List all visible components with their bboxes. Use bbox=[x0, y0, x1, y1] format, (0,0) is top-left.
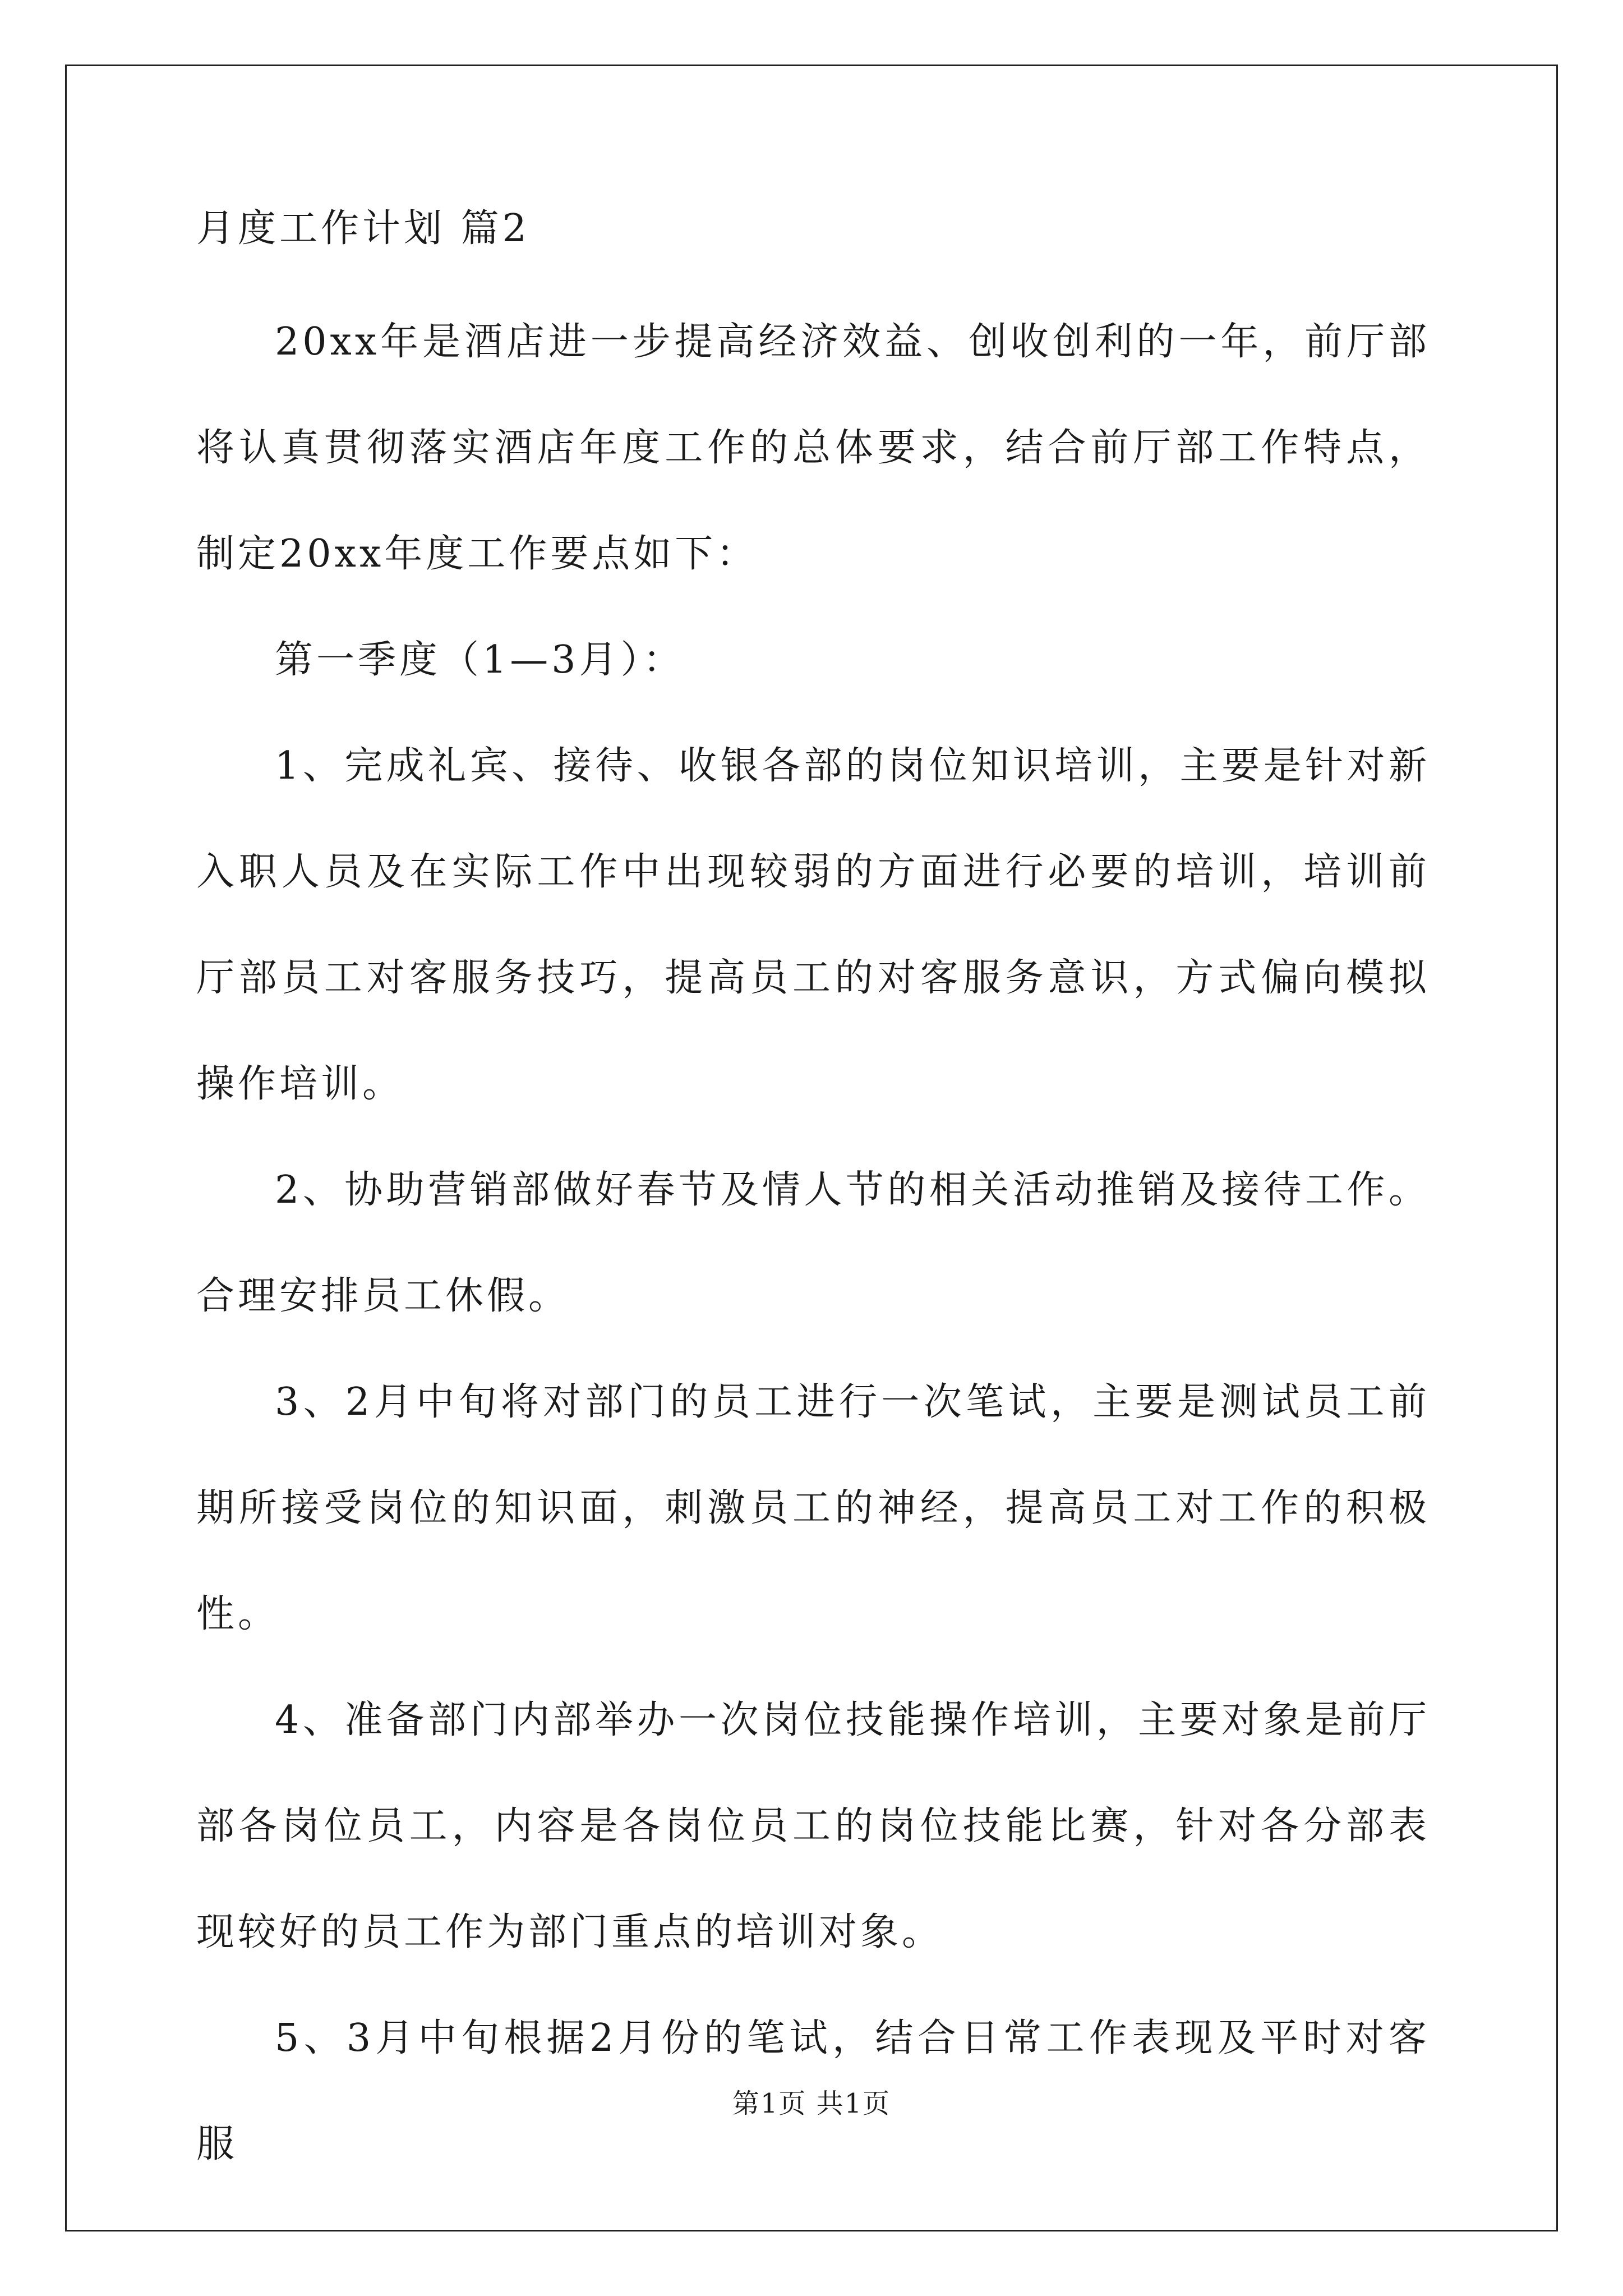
quarter-heading: 第一季度（1—3月）： bbox=[275, 638, 685, 682]
item-3-paragraph: 3、2月中旬将对部门的员工进行一次笔试，主要是测试员工前期所接受岗位的知识面，刺激员工的神经，提高员工对工作的积极性。 bbox=[196, 1380, 1430, 1636]
page-number-footer: 第1页 共1页 bbox=[732, 2088, 891, 2119]
item-4-paragraph: 4、准备部门内部举办一次岗位技能操作培训，主要对象是前厅部各岗位员工，内容是各岗位员工的岗位技能比赛，针对各分部表现较好的员工作为部门重点的培训对象。 bbox=[196, 1698, 1430, 1954]
item-1-paragraph: 1、完成礼宾、接待、收银各部的岗位知识培训，主要是针对新入职人员及在实际工作中出现较弱的方面进行必要的培训，培训前厅部员工对客服务技巧，提高员工的对客服务意识，方式偏向模拟操作培训。 bbox=[196, 744, 1430, 1106]
item-2-paragraph: 2、协助营销部做好春节及情人节的相关活动推销及接待工作。合理安排员工休假。 bbox=[196, 1168, 1430, 1318]
document-body bbox=[196, 185, 1430, 2197]
intro-paragraph: 20xx年是酒店进一步提高经济效益、创收创利的一年，前厅部将认真贯彻落实酒店年度工作的总体要求，结合前厅部工作特点，制定20xx年度工作要点如下： bbox=[196, 320, 1430, 576]
document-heading: 月度工作计划 篇2 bbox=[196, 206, 530, 251]
item-5-paragraph: 5、3月中旬根据2月份的笔试，结合日常工作表现及平时对客服 bbox=[196, 2016, 1430, 2166]
